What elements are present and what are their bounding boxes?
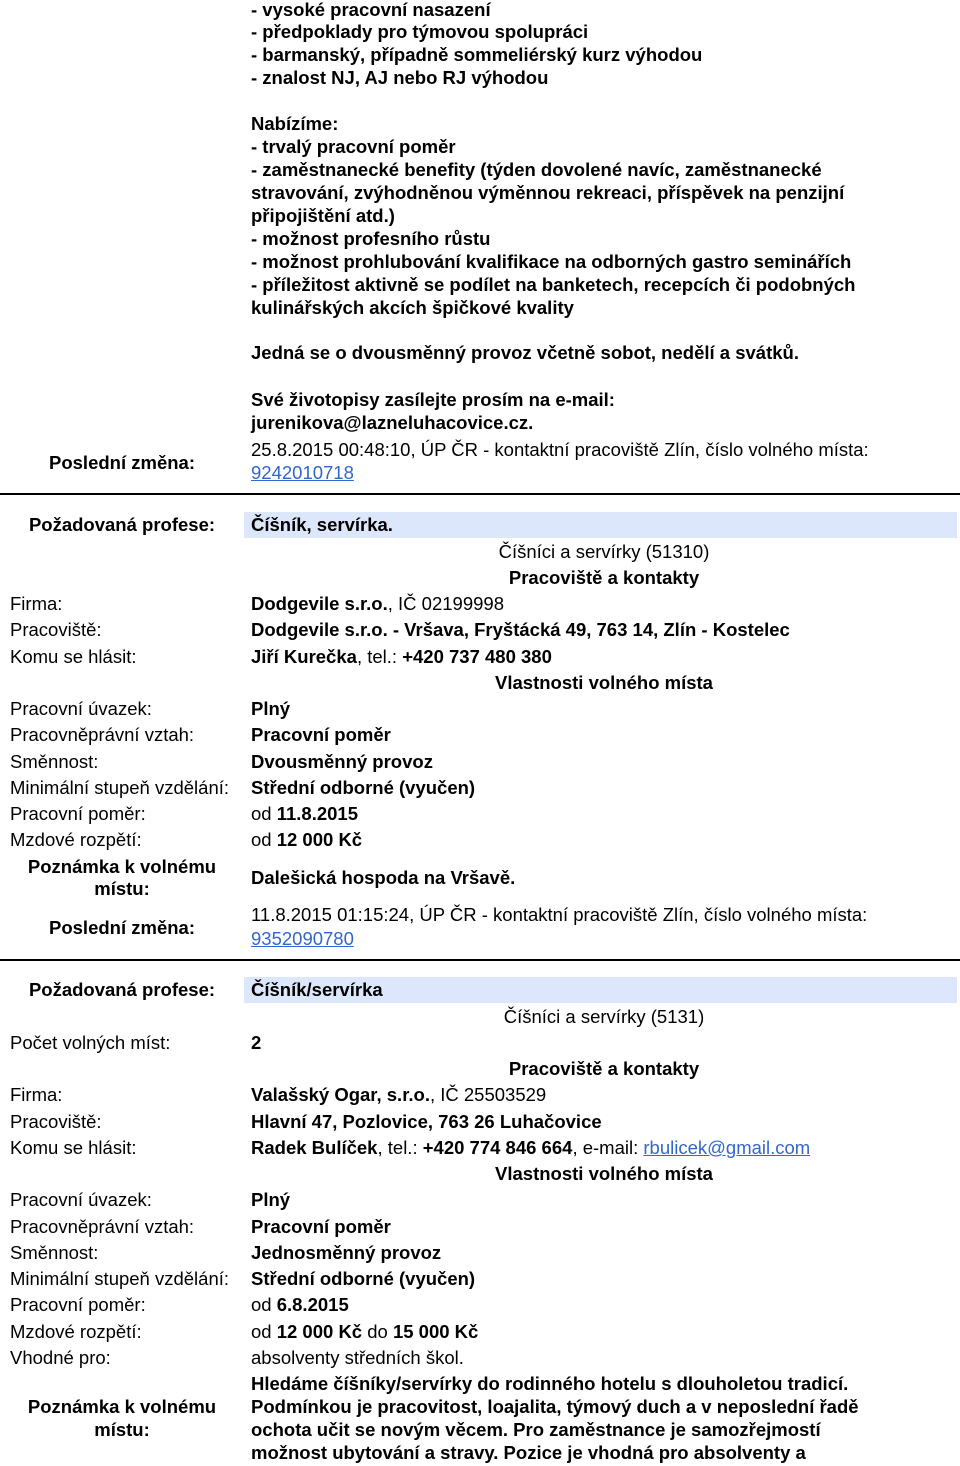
workplace-value: Hlavní 47, Pozlovice, 763 26 Luhačovice — [251, 1111, 602, 1132]
workplace-value: Dodgevile s.r.o. - Vršava, Fryštácká 49, 763 14, Zlín - Kostelec — [251, 619, 790, 640]
note-label: místu: — [94, 1419, 150, 1440]
cv-email: jurenikova@lazneluhacovice.cz. — [251, 412, 534, 433]
relation-value: Pracovní poměr — [251, 1216, 391, 1237]
shift-note: Jedná se o dvousměnný provoz včetně sobot, nedělí a svátků. — [251, 342, 799, 363]
cv-instruction: Své životopisy zasílejte prosím na e-mail: — [251, 389, 615, 410]
separator — [0, 959, 960, 961]
employment-label: Pracovní poměr: — [10, 1294, 146, 1315]
vacancy-number-link[interactable]: 9242010718 — [251, 462, 354, 483]
education-value: Střední odborné (vyučen) — [251, 1268, 476, 1289]
requirement-line: - vysoké pracovní nasazení — [251, 0, 491, 20]
education-label: Minimální stupeň vzdělání: — [10, 777, 230, 798]
profession-title: Číšník, servírka. — [251, 514, 393, 535]
employment-value: od 6.8.2015 — [251, 1294, 349, 1315]
offer-line: - trvalý pracovní poměr — [251, 136, 456, 157]
employment-label: Pracovní poměr: — [10, 803, 146, 824]
section-workplace-heading: Pracoviště a kontakty — [508, 567, 700, 588]
firm-value: Valašský Ogar, s.r.o., IČ 25503529 — [251, 1084, 547, 1105]
vacancy-number-link[interactable]: 9352090780 — [251, 928, 354, 949]
salary-label: Mzdové rozpětí: — [10, 1321, 142, 1342]
note-label: Poznámka k volnému — [27, 1396, 217, 1417]
positions-value: 2 — [251, 1032, 262, 1053]
contact-label: Komu se hlásit: — [10, 1137, 137, 1158]
profession-label: Požadovaná profese: — [28, 514, 216, 535]
shifts-value: Dvousměnný provoz — [251, 751, 433, 772]
contact-value: Jiří Kurečka, tel.: +420 737 480 380 — [251, 646, 552, 667]
offer-line: - možnost profesního růstu — [251, 228, 491, 249]
last-change-label: Poslední změna: — [49, 452, 195, 473]
positions-label: Počet volných míst: — [10, 1032, 171, 1053]
profession-category: Číšníci a servírky (51310) — [498, 541, 710, 562]
requirement-line: - předpoklady pro týmovou spolupráci — [251, 21, 589, 42]
firm-value: Dodgevile s.r.o., IČ 02199998 — [251, 593, 504, 614]
note-value: Dalešická hospoda na Vršavě. — [251, 867, 516, 888]
salary-value: od 12 000 Kč — [251, 829, 363, 850]
note-line: Hledáme číšníky/servírky do rodinného hotelu s dlouholetou tradicí. — [251, 1373, 849, 1394]
relation-value: Pracovní poměr — [251, 724, 391, 745]
workload-label: Pracovní úvazek: — [10, 1189, 152, 1210]
employment-value: od 11.8.2015 — [251, 803, 358, 824]
education-label: Minimální stupeň vzdělání: — [10, 1268, 230, 1289]
profession-category: Číšníci a servírky (5131) — [503, 1006, 705, 1027]
offer-heading: Nabízíme: — [251, 113, 339, 134]
offer-line: stravování, zvýhodněnou výměnnou rekreaci, příspěvek na penzijní — [251, 182, 845, 203]
note-label: místu: — [94, 878, 150, 899]
offer-line: připojištění atd.) — [251, 205, 395, 226]
note-line: možnost ubytování a stravy. Pozice je vhodná pro absolventy a — [251, 1442, 806, 1463]
offer-line: - možnost prohlubování kvalifikace na odborných gastro seminářích — [251, 251, 852, 272]
requirement-line: - barmanský, případně sommeliérský kurz výhodou — [251, 44, 703, 65]
contact-label: Komu se hlásit: — [10, 646, 137, 667]
profession-label: Požadovaná profese: — [28, 979, 216, 1000]
separator — [0, 493, 960, 495]
suitable-label: Vhodné pro: — [10, 1347, 111, 1368]
contact-email-link[interactable]: rbulicek@gmail.com — [643, 1137, 811, 1158]
offer-line: - zaměstnanecké benefity (týden dovolené navíc, zaměstnanecké — [251, 159, 822, 180]
firm-label: Firma: — [10, 593, 63, 614]
note-line: Podmínkou je pracovitost, loajalita, týmový duch a v neposlední řadě — [251, 1396, 859, 1417]
workplace-label: Pracoviště: — [10, 619, 102, 640]
shifts-label: Směnnost: — [10, 751, 99, 772]
shifts-label: Směnnost: — [10, 1242, 99, 1263]
relation-label: Pracovněprávní vztah: — [10, 1216, 195, 1237]
last-change-info: 25.8.2015 00:48:10, ÚP ČR - kontaktní pracoviště Zlín, číslo volného místa: — [251, 439, 869, 460]
offer-line: kulinářských akcích špičkové kvality — [251, 297, 574, 318]
contact-value: Radek Bulíček, tel.: +420 774 846 664, e-mail: rbulicek@gmail.com — [251, 1137, 811, 1158]
last-change-label: Poslední změna: — [49, 917, 195, 938]
offer-line: - příležitost aktivně se podílet na banketech, recepcích či podobných — [251, 274, 856, 295]
workload-value: Plný — [251, 1189, 291, 1210]
workload-label: Pracovní úvazek: — [10, 698, 152, 719]
requirement-line: - znalost NJ, AJ nebo RJ výhodou — [251, 67, 549, 88]
section-workplace-heading: Pracoviště a kontakty — [508, 1058, 700, 1079]
suitable-value: absolventy středních škol. — [251, 1347, 464, 1368]
salary-label: Mzdové rozpětí: — [10, 829, 142, 850]
firm-label: Firma: — [10, 1084, 63, 1105]
education-value: Střední odborné (vyučen) — [251, 777, 476, 798]
workload-value: Plný — [251, 698, 291, 719]
workplace-label: Pracoviště: — [10, 1111, 102, 1132]
section-properties-heading: Vlastnosti volného místa — [495, 672, 713, 693]
shifts-value: Jednosměnný provoz — [251, 1242, 442, 1263]
salary-value: od 12 000 Kč do 15 000 Kč — [251, 1321, 479, 1342]
section-properties-heading: Vlastnosti volného místa — [495, 1163, 713, 1184]
note-line: ochota učit se novým věcem. Pro zaměstnance je samozřejmostí — [251, 1419, 821, 1440]
relation-label: Pracovněprávní vztah: — [10, 724, 195, 745]
profession-title: Číšník/servírka — [251, 979, 383, 1000]
last-change-info: 11.8.2015 01:15:24, ÚP ČR - kontaktní pracoviště Zlín, číslo volného místa: — [251, 904, 868, 925]
note-label: Poznámka k volnému — [27, 856, 217, 877]
